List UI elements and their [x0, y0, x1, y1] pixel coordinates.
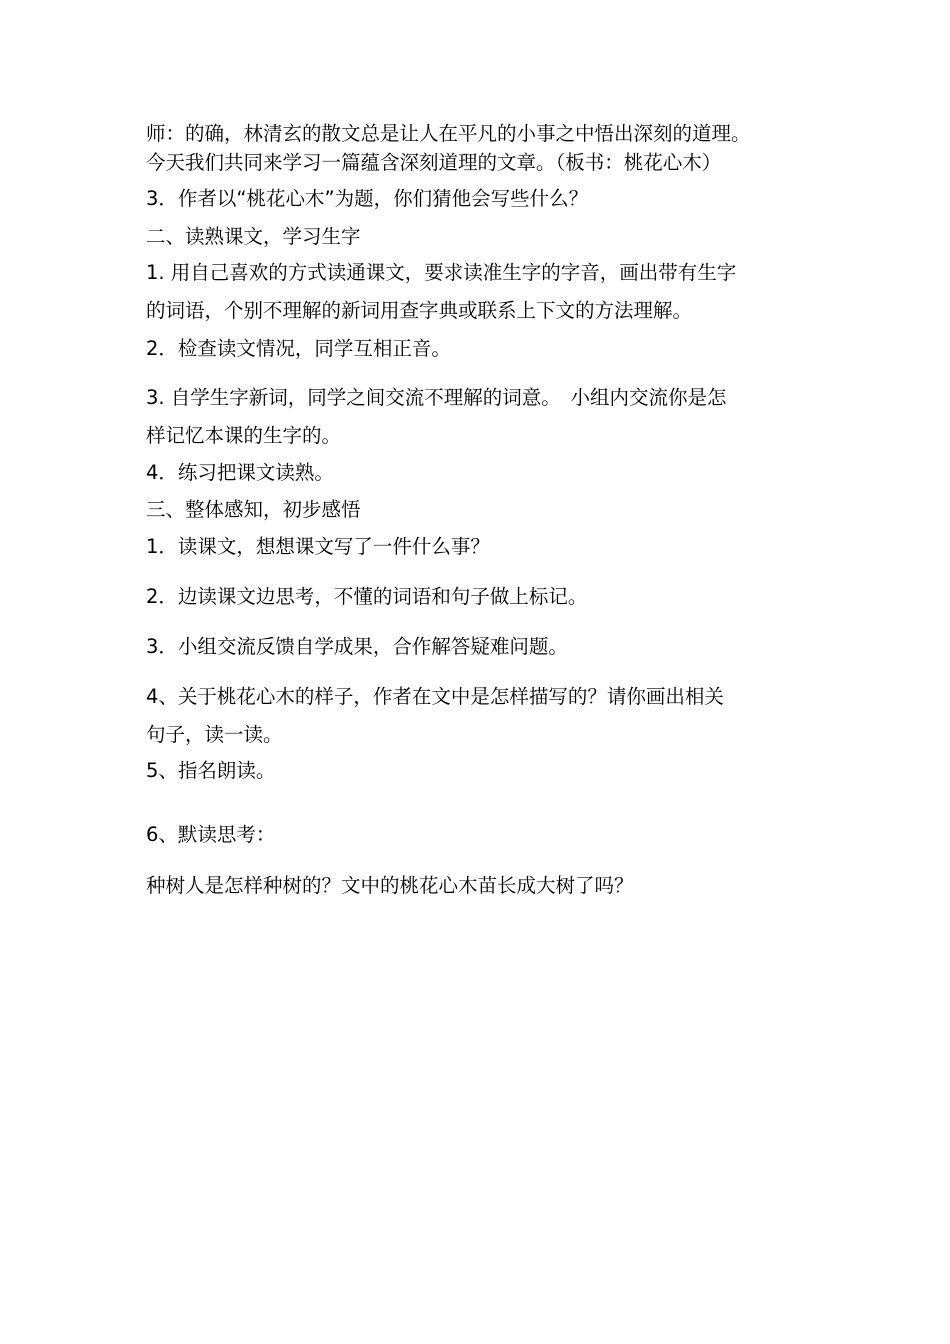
text-line-step-3a: 3. 自学生字新词，同学之间交流不理解的词意。 小组内交流你是怎 [146, 386, 727, 409]
section-heading-3: 三、整体感知，初步感悟 [146, 498, 361, 521]
text-line-step-3b: 样记忆本课的生字的。 [146, 424, 342, 447]
text-line-teacher-intro-2: 今天我们共同来学习一篇蕴含深刻道理的文章。（板书：桃花心木） [146, 151, 722, 174]
text-line-step-1a: 1. 用自己喜欢的方式读通课文，要求读准生字的字音，画出带有生字 [146, 261, 737, 284]
text-line-question-final: 种树人是怎样种树的？文中的桃花心木苗长成大树了吗？ [146, 874, 634, 897]
text-line-step-2: 2．检查读文情况，同学互相正音。 [146, 337, 451, 360]
text-line-step-1b: 的词语，个别不理解的新词用查字典或联系上下文的方法理解。 [146, 299, 693, 322]
text-line-task-4b: 句子，读一读。 [146, 723, 283, 746]
section-heading-2: 二、读熟课文，学习生字 [146, 225, 361, 248]
text-line-task-3: 3．小组交流反馈自学成果，合作解答疑难问题。 [146, 635, 568, 658]
text-line-task-5: 5、指名朗读。 [146, 759, 276, 782]
text-line-task-2: 2．边读课文边思考，不懂的词语和句子做上标记。 [146, 585, 588, 608]
text-line-teacher-intro-1: 师：的确，林清玄的散文总是让人在平凡的小事之中悟出深刻的道理。 [146, 122, 751, 145]
text-line-question-3: 3．作者以“桃花心木”为题，你们猜他会写些什么？ [146, 187, 589, 210]
text-line-task-4a: 4、关于桃花心木的样子，作者在文中是怎样描写的？请你画出相关 [146, 685, 724, 708]
text-line-step-4: 4．练习把课文读熟。 [146, 461, 334, 484]
text-line-task-6: 6、默读思考： [146, 823, 276, 846]
text-line-task-1: 1．读课文，想想课文写了一件什么事？ [146, 535, 490, 558]
